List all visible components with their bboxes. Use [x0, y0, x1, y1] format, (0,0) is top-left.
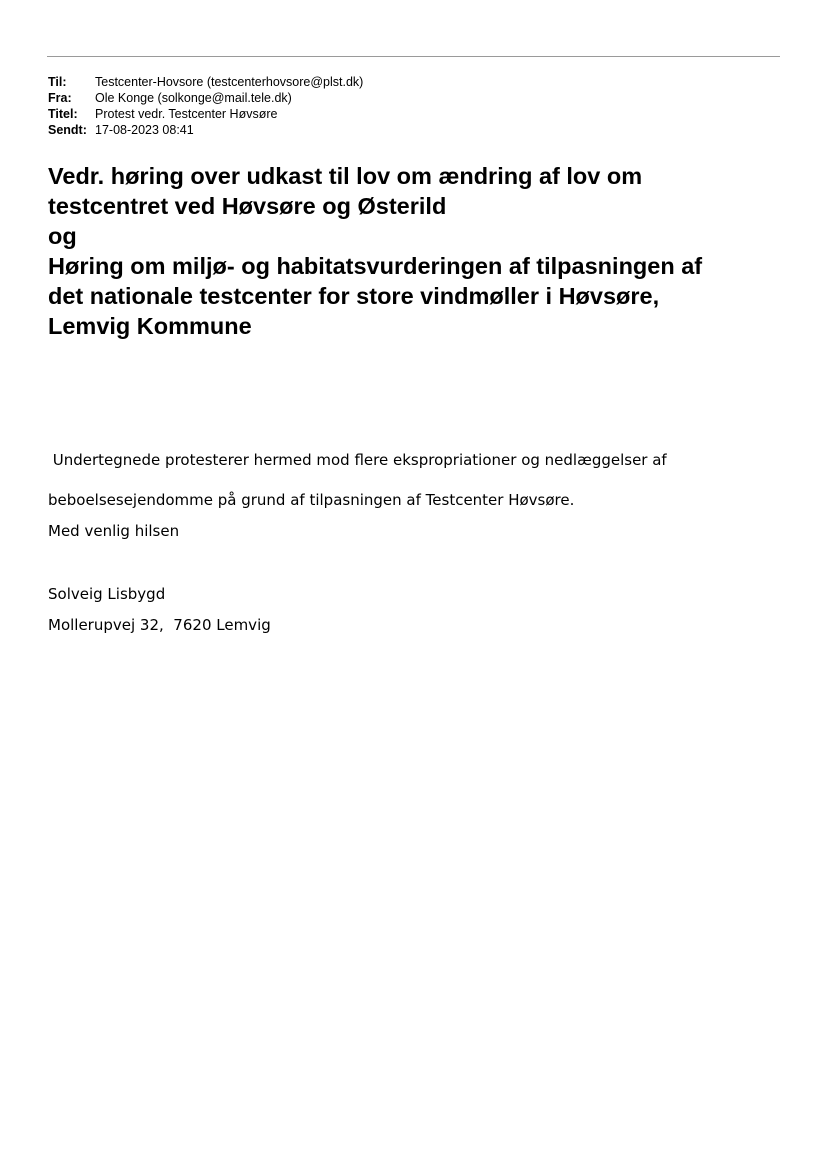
subject-line-6: Lemvig Kommune — [48, 313, 252, 339]
sent-value: 17-08-2023 08:41 — [95, 123, 194, 137]
email-header — [48, 74, 363, 138]
protest-paragraph — [48, 430, 788, 510]
sent-row — [48, 122, 363, 138]
signer-address: Mollerupvej 32, 7620 Lemvig — [48, 616, 271, 634]
subject-line-5: det nationale testcenter for store vindmøller i Høvsøre, — [48, 283, 660, 309]
header-divider — [47, 56, 780, 57]
title-value: Protest vedr. Testcenter Høvsøre — [95, 107, 278, 121]
closing-greeting: Med venlig hilsen — [48, 522, 180, 540]
to-label: Til: — [48, 75, 67, 89]
sent-label: Sendt: — [48, 123, 87, 137]
from-label: Fra: — [48, 91, 72, 105]
to-value: Testcenter-Hovsore (testcenterhovsore@plst.dk) — [95, 75, 364, 89]
from-row — [48, 90, 363, 106]
message-body — [48, 430, 788, 635]
title-label: Titel: — [48, 107, 78, 121]
subject-heading — [48, 161, 788, 341]
subject-line-4: Høring om miljø- og habitatsvurderingen af tilpasningen af — [48, 253, 703, 279]
protest-line-2: beboelsesejendomme på grund af tilpasningen af Testcenter Høvsøre. — [48, 491, 575, 509]
from-value: Ole Konge (solkonge@mail.tele.dk) — [95, 91, 292, 105]
subject-line-1: Vedr. høring over udkast til lov om ændring af lov om — [48, 163, 643, 189]
title-row — [48, 106, 363, 122]
protest-line-1: Undertegnede protesterer hermed mod flere ekspropriationer og nedlæggelser af — [48, 451, 667, 469]
subject-line-3: og — [48, 223, 77, 249]
signer-name: Solveig Lisbygd — [48, 585, 166, 603]
subject-line-2: testcentret ved Høvsøre og Østerild — [48, 193, 447, 219]
to-row — [48, 74, 363, 90]
